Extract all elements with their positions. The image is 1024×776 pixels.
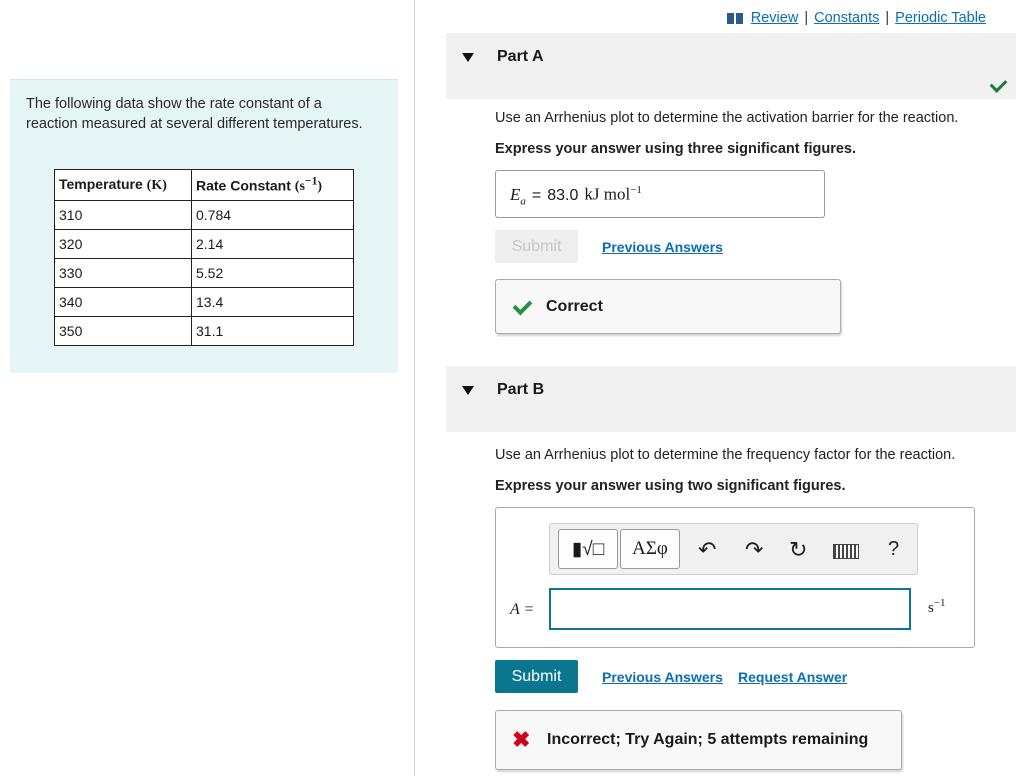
table-row: 330 5.52 bbox=[55, 259, 354, 288]
table-row: 340 13.4 bbox=[55, 288, 354, 317]
answer-unit: $s^{-1}$ bbox=[928, 597, 946, 616]
part-b-header[interactable] bbox=[446, 366, 1016, 432]
part-a-answer-box bbox=[495, 170, 825, 218]
redo-icon[interactable]: ↷ bbox=[745, 537, 764, 562]
header-rate-constant: Rate Constant $(s^{-1})$ bbox=[192, 170, 354, 201]
answer-value: 83.0 bbox=[547, 186, 579, 204]
part-a-question: Use an Arrhenius plot to determine the activation barrier for the reaction. bbox=[495, 110, 959, 126]
part-a-instruction: Express your answer using three significant figures. bbox=[495, 141, 856, 157]
table-row: 310 0.784 bbox=[55, 201, 354, 230]
math-toolbar bbox=[549, 523, 918, 575]
top-links bbox=[727, 10, 986, 26]
periodic-table-link[interactable]: Periodic Table bbox=[895, 10, 986, 26]
answer-input[interactable] bbox=[549, 588, 911, 630]
part-b-submit-button[interactable]: Submit bbox=[495, 660, 578, 693]
table-header-row bbox=[55, 170, 354, 201]
undo-icon[interactable]: ↶ bbox=[698, 537, 717, 562]
math-editor bbox=[495, 507, 975, 648]
part-b-instruction: Express your answer using two significant figures. bbox=[495, 478, 846, 494]
keyboard-icon[interactable] bbox=[833, 544, 859, 559]
part-a-feedback-text: Correct bbox=[546, 298, 603, 315]
problem-intro: The following data show the rate constant of a reaction measured at several different temperatures. bbox=[26, 96, 363, 132]
answer-unit: kJ mol$^{-1}$ bbox=[584, 184, 642, 204]
completed-check-icon bbox=[990, 75, 1008, 93]
part-a-title: Part A bbox=[497, 48, 544, 65]
panel-divider bbox=[414, 0, 415, 776]
answer-equals: = bbox=[531, 186, 542, 204]
table-row: 320 2.14 bbox=[55, 230, 354, 259]
help-icon[interactable]: ? bbox=[888, 538, 900, 560]
separator: | bbox=[885, 10, 890, 26]
table-row: 350 31.1 bbox=[55, 317, 354, 346]
part-a-previous-answers-link[interactable]: Previous Answers bbox=[602, 239, 723, 255]
collapse-triangle-icon[interactable] bbox=[462, 386, 474, 395]
header-temperature: Temperature (K) bbox=[55, 170, 192, 201]
part-a-header[interactable] bbox=[446, 33, 1016, 99]
separator: | bbox=[804, 10, 809, 26]
incorrect-x-icon: ✖ bbox=[512, 727, 531, 752]
greek-symbols-button[interactable]: ΑΣφ bbox=[620, 529, 680, 569]
constants-link[interactable]: Constants bbox=[814, 10, 880, 26]
part-b-previous-answers-link[interactable]: Previous Answers bbox=[602, 669, 723, 685]
correct-check-icon bbox=[513, 296, 533, 316]
templates-button[interactable]: ▮√□ bbox=[558, 529, 618, 569]
part-b-title: Part B bbox=[497, 381, 545, 398]
collapse-triangle-icon[interactable] bbox=[462, 53, 474, 62]
part-a-feedback bbox=[495, 279, 841, 334]
data-table bbox=[54, 169, 354, 346]
part-b-question: Use an Arrhenius plot to determine the frequency factor for the reaction. bbox=[495, 447, 956, 463]
answer-variable: $E_a$ bbox=[510, 184, 526, 208]
book-icon bbox=[727, 13, 743, 24]
problem-panel bbox=[10, 79, 398, 373]
request-answer-link[interactable]: Request Answer bbox=[738, 669, 848, 685]
part-b-feedback bbox=[495, 710, 902, 770]
reset-icon[interactable]: ↻ bbox=[789, 537, 808, 562]
part-b-feedback-text: Incorrect; Try Again; 5 attempts remaining bbox=[547, 731, 869, 748]
part-a-submit-button[interactable]: Submit bbox=[495, 230, 578, 263]
answer-label: A = bbox=[510, 601, 535, 618]
review-link[interactable]: Review bbox=[750, 10, 799, 26]
